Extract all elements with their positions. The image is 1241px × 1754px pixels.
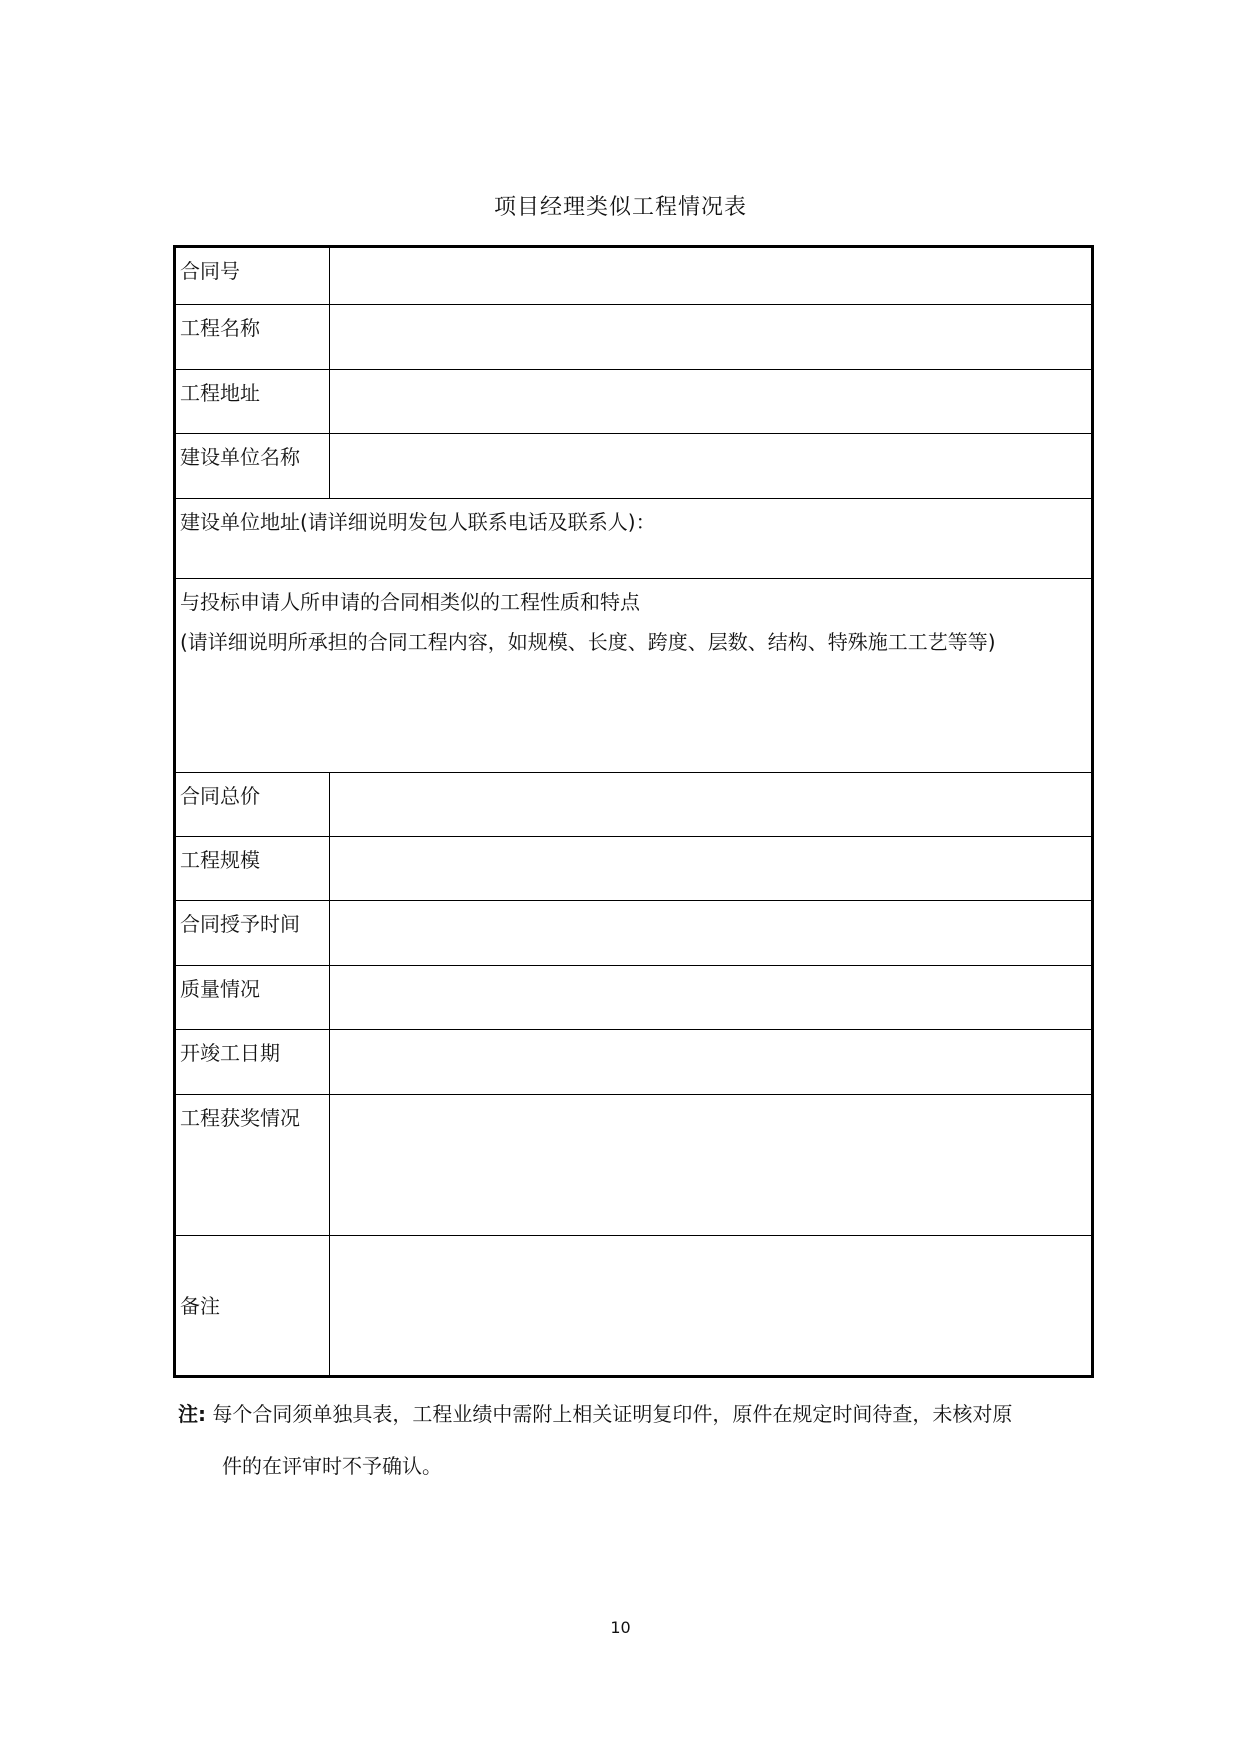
- quality-label: 质量情况: [175, 966, 330, 1030]
- page-title: 项目经理类似工程情况表: [493, 195, 747, 220]
- table-row: [175, 370, 1093, 434]
- table-row: [175, 901, 1093, 966]
- footnote: [178, 1388, 1094, 1492]
- table-row: [175, 499, 1093, 579]
- awards-label: 工程获奖情况: [175, 1095, 330, 1236]
- start-end-date-label: 开竣工日期: [175, 1030, 330, 1095]
- project-address-field[interactable]: [330, 370, 1093, 434]
- quality-field[interactable]: [330, 966, 1093, 1030]
- remarks-field[interactable]: [330, 1236, 1093, 1377]
- client-name-field[interactable]: [330, 434, 1093, 499]
- table-row: [175, 305, 1093, 370]
- contract-price-label: 合同总价: [175, 773, 330, 837]
- table-row: [175, 1030, 1093, 1095]
- client-address-cell[interactable]: [175, 499, 1093, 579]
- start-end-date-field[interactable]: [330, 1030, 1093, 1095]
- table-row: [175, 247, 1093, 305]
- project-scale-label: 工程规模: [175, 837, 330, 901]
- table-row: [175, 966, 1093, 1030]
- awards-field[interactable]: [330, 1095, 1093, 1236]
- award-time-field[interactable]: [330, 901, 1093, 966]
- table-row: [175, 773, 1093, 837]
- project-name-label: 工程名称: [175, 305, 330, 370]
- footnote-label: 注:: [178, 1402, 206, 1426]
- table-row: [175, 579, 1093, 773]
- table-row: [175, 1236, 1093, 1377]
- client-address-label: 建设单位地址(请详细说明发包人联系电话及联系人)：: [180, 510, 656, 534]
- remarks-label: 备注: [175, 1236, 330, 1377]
- table-row: [175, 434, 1093, 499]
- similarity-label: 与投标申请人所申请的合同相类似的工程性质和特点: [180, 590, 640, 614]
- contract-no-field[interactable]: [330, 247, 1093, 305]
- contract-no-label: 合同号: [175, 247, 330, 305]
- table-row: [175, 1095, 1093, 1236]
- client-name-label: 建设单位名称: [175, 434, 330, 499]
- footnote-line2: 件的在评审时不予确认。: [222, 1454, 442, 1478]
- footnote-line1: 每个合同须单独具表，工程业绩中需附上相关证明复印件，原件在规定时间待查，未核对原: [212, 1402, 1013, 1426]
- similarity-cell[interactable]: [175, 579, 1093, 773]
- project-scale-field[interactable]: [330, 837, 1093, 901]
- page-number: 10: [610, 1618, 631, 1637]
- table-row: [175, 837, 1093, 901]
- contract-price-field[interactable]: [330, 773, 1093, 837]
- award-time-label: 合同授予时间: [175, 901, 330, 966]
- similarity-hint: (请详细说明所承担的合同工程内容，如规模、长度、跨度、层数、结构、特殊施工工艺等等): [180, 630, 996, 654]
- project-form-table: [173, 245, 1094, 1378]
- project-address-label: 工程地址: [175, 370, 330, 434]
- project-name-field[interactable]: [330, 305, 1093, 370]
